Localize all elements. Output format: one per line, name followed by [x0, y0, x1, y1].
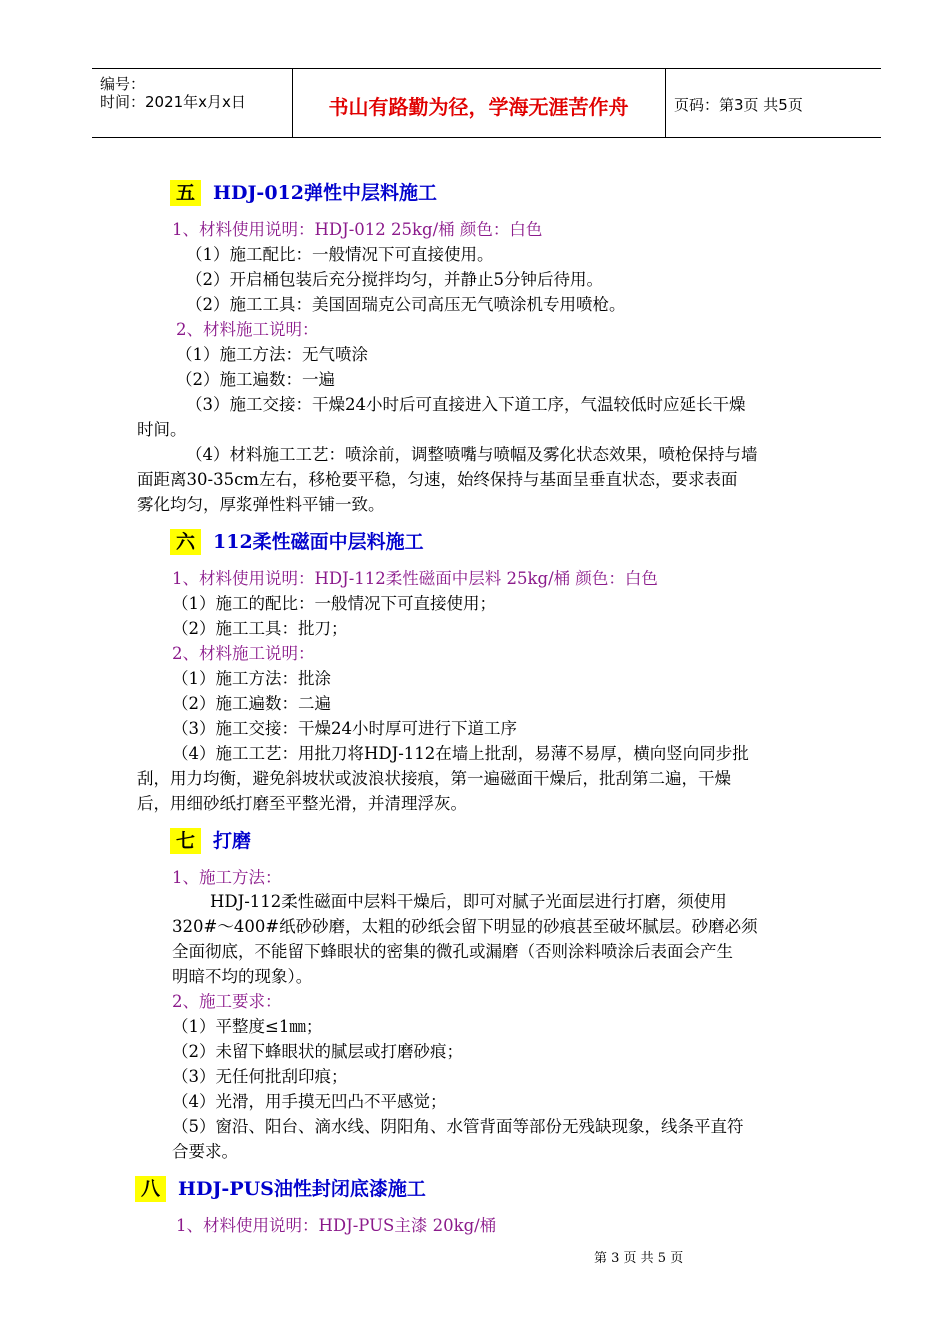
text-line: （5）窗沿、阳台、滴水线、阴阳角、水管背面等部份无残缺现象，线条平直符 — [172, 1117, 744, 1136]
text-line: 320#～400#纸砂砂磨，太粗的砂纸会留下明显的砂痕甚至破坏腻层。砂磨必须 — [172, 917, 758, 936]
text-line: 面距离30-35cm左右，移枪要平稳，匀速，始终保持与基面呈垂直状态，要求表面 — [137, 470, 738, 489]
motto-text: 书山有路勤为径，学海无涯苦作舟 — [328, 95, 629, 119]
text-line: （1）施工方法：无气喷涂 — [176, 345, 368, 364]
text-line: （2）施工工具：批刀； — [172, 619, 348, 638]
text-line: （3）施工交接：干燥24小时后可直接进入下道工序，气温较低时应延长干燥 — [186, 395, 746, 414]
text-line: （2）施工遍数：一遍 — [176, 370, 335, 389]
text-line: 刮，用力均衡，避免斜坡状或波浪状接痕，第一遍磁面干燥后，批刮第二遍，干燥 — [137, 769, 731, 788]
text-line: 后，用细砂纸打磨至平整光滑，并清理浮灰。 — [137, 794, 467, 813]
text-line: 1、施工方法： — [172, 868, 282, 887]
text-line: （2）未留下蜂眼状的腻层或打磨砂痕； — [172, 1042, 463, 1061]
text-line: 2、材料施工说明： — [172, 644, 315, 663]
section-heading — [170, 529, 424, 557]
serial-label: 编号： — [100, 75, 146, 93]
text-line: 雾化均匀，厚浆弹性料平铺一致。 — [137, 495, 385, 514]
section-title: HDJ-012弹性中层料施工 — [213, 182, 437, 204]
text-line: （2）开启桶包装后充分搅拌均匀，并静止5分钟后待用。 — [186, 270, 603, 289]
section-number: 七 — [170, 828, 201, 854]
text-line: （3）施工交接：干燥24小时厚可进行下道工序 — [172, 719, 517, 738]
section-heading — [135, 1176, 426, 1204]
text-line: （1）平整度≤1㎜； — [172, 1017, 323, 1036]
text-line: 合要求。 — [172, 1142, 238, 1161]
page-header — [92, 68, 881, 138]
section-title: 112柔性磁面中层料施工 — [213, 531, 424, 553]
section-title: HDJ-PUS油性封闭底漆施工 — [178, 1178, 426, 1200]
text-line: 1、材料使用说明：HDJ-PUS主漆 20kg/桶 — [176, 1216, 497, 1235]
text-line: （4）施工工艺：用批刀将HDJ-112在墙上批刮，易薄不易厚，横向竖向同步批 — [172, 744, 749, 763]
header-page-cell — [666, 69, 881, 137]
text-line: （3）无任何批刮印痕； — [172, 1067, 348, 1086]
text-line: 时间。 — [137, 420, 187, 439]
text-line: 明暗不均的现象）。 — [172, 967, 313, 986]
page-label: 页码：第3页 共5页 — [674, 96, 803, 114]
section-number: 五 — [170, 180, 201, 206]
text-line: （1）施工配比：一般情况下可直接使用。 — [186, 245, 494, 264]
text-line: 2、施工要求： — [172, 992, 282, 1011]
text-line: （1）施工方法：批涂 — [172, 669, 331, 688]
section-heading — [170, 180, 437, 208]
section-title: 打磨 — [213, 830, 252, 852]
time-label: 时间：2021年x月x日 — [100, 93, 246, 111]
text-line: HDJ-112柔性磁面中层料干燥后，即可对腻子光面层进行打磨，须使用 — [210, 892, 727, 911]
page-footer: 第 3 页 共 5 页 — [594, 1251, 684, 1266]
section-number: 六 — [170, 529, 201, 555]
text-line: （1）施工的配比：一般情况下可直接使用； — [172, 594, 496, 613]
text-line: （2）施工遍数：二遍 — [172, 694, 331, 713]
text-line: 1、材料使用说明：HDJ-112柔性磁面中层料 25kg/桶 颜色：白色 — [172, 569, 658, 588]
section-heading — [170, 828, 251, 856]
text-line: （4）材料施工工艺：喷涂前，调整喷嘴与喷幅及雾化状态效果，喷枪保持与墙 — [186, 445, 758, 464]
header-motto-cell — [292, 69, 666, 137]
text-line: （2）施工工具：美国固瑞克公司高压无气喷涂机专用喷枪。 — [186, 295, 626, 314]
header-meta-cell — [92, 69, 293, 137]
text-line: （4）光滑，用手摸无凹凸不平感觉； — [172, 1092, 447, 1111]
text-line: 1、材料使用说明：HDJ-012 25kg/桶 颜色：白色 — [172, 220, 543, 239]
text-line: 2、材料施工说明： — [176, 320, 319, 339]
section-number: 八 — [135, 1176, 166, 1202]
text-line: 全面彻底，不能留下蜂眼状的密集的微孔或漏磨（否则涂料喷涂后表面会产生 — [172, 942, 733, 961]
